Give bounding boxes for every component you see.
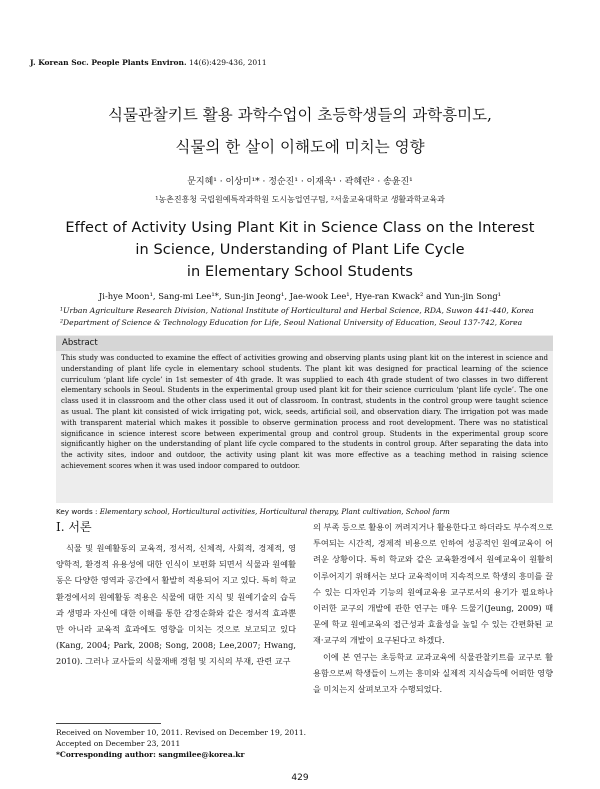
right-column-text bbox=[313, 519, 553, 697]
english-affiliation-1: ¹Urban Agriculture Research Division, National Institute of Horticultural and Herbal Science, RDA, Suwon 441-440, Korea bbox=[60, 306, 534, 315]
keywords-list: Elementary school, Horticultural activities, Horticultural therapy, Plant cultivation, School farm bbox=[99, 507, 450, 516]
korean-title-line-2: 식물의 한 살이 이해도에 미치는 영향 bbox=[175, 138, 425, 156]
korean-affiliations: ¹농촌진흥청 국립원예특작과학원 도시농업연구팀, ²서울교육대학교 생활과학교육과 bbox=[155, 195, 445, 204]
page-number: 429 bbox=[291, 773, 309, 783]
received-date: Received on November 10, 2011. Revised on December 19, 2011. bbox=[56, 728, 307, 737]
intro-paragraph-2: 이에 본 연구는 초등학교 교과교육에 식물관찰키트를 교구로 활용함으로써 학생들이 느끼는 흥미와 실제적 지식습득에 어떠한 영향을 미치는지 살펴보고자 수행되었다. bbox=[313, 651, 553, 695]
abstract-text: This study was conducted to examine the effect of activities growing and observing plants using plant kit on the interest in science and understanding of plant life cycle in elementary school students. The plant kit was designed for practical learning of the science curriculum ‘plant life cycle’ in 1st semester of 4th grade. It was supplied to each 4th grade student of two classes in two different elementary schools in Seoul. Students in the experimental group used plant kit for their science curriculum ‘plant life cycle’. The one class used it in classroom and the other class used it out of classroom. In contrast, students in the control group were taught science as usual. The plant kit consisted of wick irrigating pot, wick, seeds, artificial soil, and observation diary. The irrigation pot was made with transparent material which makes it possible to observe germination process and root development. There was no statistical significance in science interest score between experimental group and control group. Students in the experimental group score significantly higher on the understanding of plant life cycle compared to the students in control group. After separating the data into the activity sites, indoor and outdoor, the activity using plant kit was more effective as a teaching method in raising science achievement scores when it was used indoor compared to outdoor. bbox=[61, 353, 548, 470]
journal-name: J. Korean Soc. People Plants Environ. bbox=[30, 58, 187, 67]
journal-citation bbox=[30, 58, 267, 67]
english-affiliation-2: ²Department of Science & Technology Education for Life, Seoul National University of Education, Seoul 137-742, Korea bbox=[60, 318, 523, 327]
accepted-date: Accepted on December 23, 2011 bbox=[56, 739, 181, 748]
intro-paragraph-1: 식물 및 원예활동의 교육적, 정서적, 신체적, 사회적, 경제적, 영양학적, 환경적 유용성에 대한 인식이 보편화 되면서 식물과 원예활동은 다양한 영역과 공간에서 활발히 적용되어 지고 있다. 특히 학교환경에서의 원예활동 적용은 식물에 대한 지식 및 원예기술의 습득과 생명과 자신에 대한 이해를 통한 감정순화와 같은 정서적 효과뿐만 아니라 교육적 효과에도 영향을 미치는 것으로 보고되고 있다(Kang, 2004; Park, 2008; Song, 2008; Lee,2007; Hwang, 2010). 그러나 교사들의 식물재배 경험 및 지식의 부재, 관련 교구 bbox=[56, 543, 296, 667]
intro-paragraph-1-cont: 의 부족 등으로 활용이 꺼려지거나 활용한다고 하더라도 부수적으로 투여되는 시간적, 경제적 비용으로 인하여 성공적인 원예교육이 어려운 상황이다. 특히 학교와 같은 교육환경에서 원예교육이 원활히 이루어지기 위해서는 보다 교육적이며 지속적으로 학생의 흥미를 끌 수 있는 디자인과 기능의 원예교육용 교구로서의 용기가 필요하나 이러한 교구의 개발에 관한 연구는 매우 드물기(Jeung, 2009) 때문에 학교 원예교육의 접근성과 효율성을 높일 수 있는 간편화된 교재·교구의 개발이 요구된다고 하겠다. bbox=[313, 522, 553, 646]
korean-title-line-1: 식물관찰키트 활용 과학수업이 초등학생들의 과학흥미도, bbox=[108, 106, 492, 124]
keywords bbox=[56, 507, 553, 516]
footnote-rule bbox=[56, 723, 161, 724]
left-column-text bbox=[56, 540, 296, 670]
keywords-label: Key words : bbox=[56, 507, 98, 516]
journal-issue: 14(6):429-436, 2011 bbox=[188, 58, 267, 67]
korean-authors: 문지혜¹ · 이상미¹* · 정순진¹ · 이재욱¹ · 곽혜란² · 송윤진¹ bbox=[187, 177, 413, 187]
section-title: Ⅰ. 서론 bbox=[56, 520, 92, 534]
abstract-heading: Abstract bbox=[56, 336, 553, 351]
corresponding-author: *Corresponding author: sangmilee@korea.kr bbox=[56, 750, 245, 759]
english-title-line-2: in Science, Understanding of Plant Life Cycle bbox=[135, 242, 465, 258]
english-authors: Ji-hye Moon¹, Sang-mi Lee¹*, Sun-jin Jeong¹, Jae-wook Lee¹, Hye-ran Kwack² and Yun-jin Song¹ bbox=[98, 291, 502, 301]
english-title-line-1: Effect of Activity Using Plant Kit in Science Class on the Interest bbox=[65, 220, 535, 236]
english-title-line-3: in Elementary School Students bbox=[186, 264, 414, 280]
